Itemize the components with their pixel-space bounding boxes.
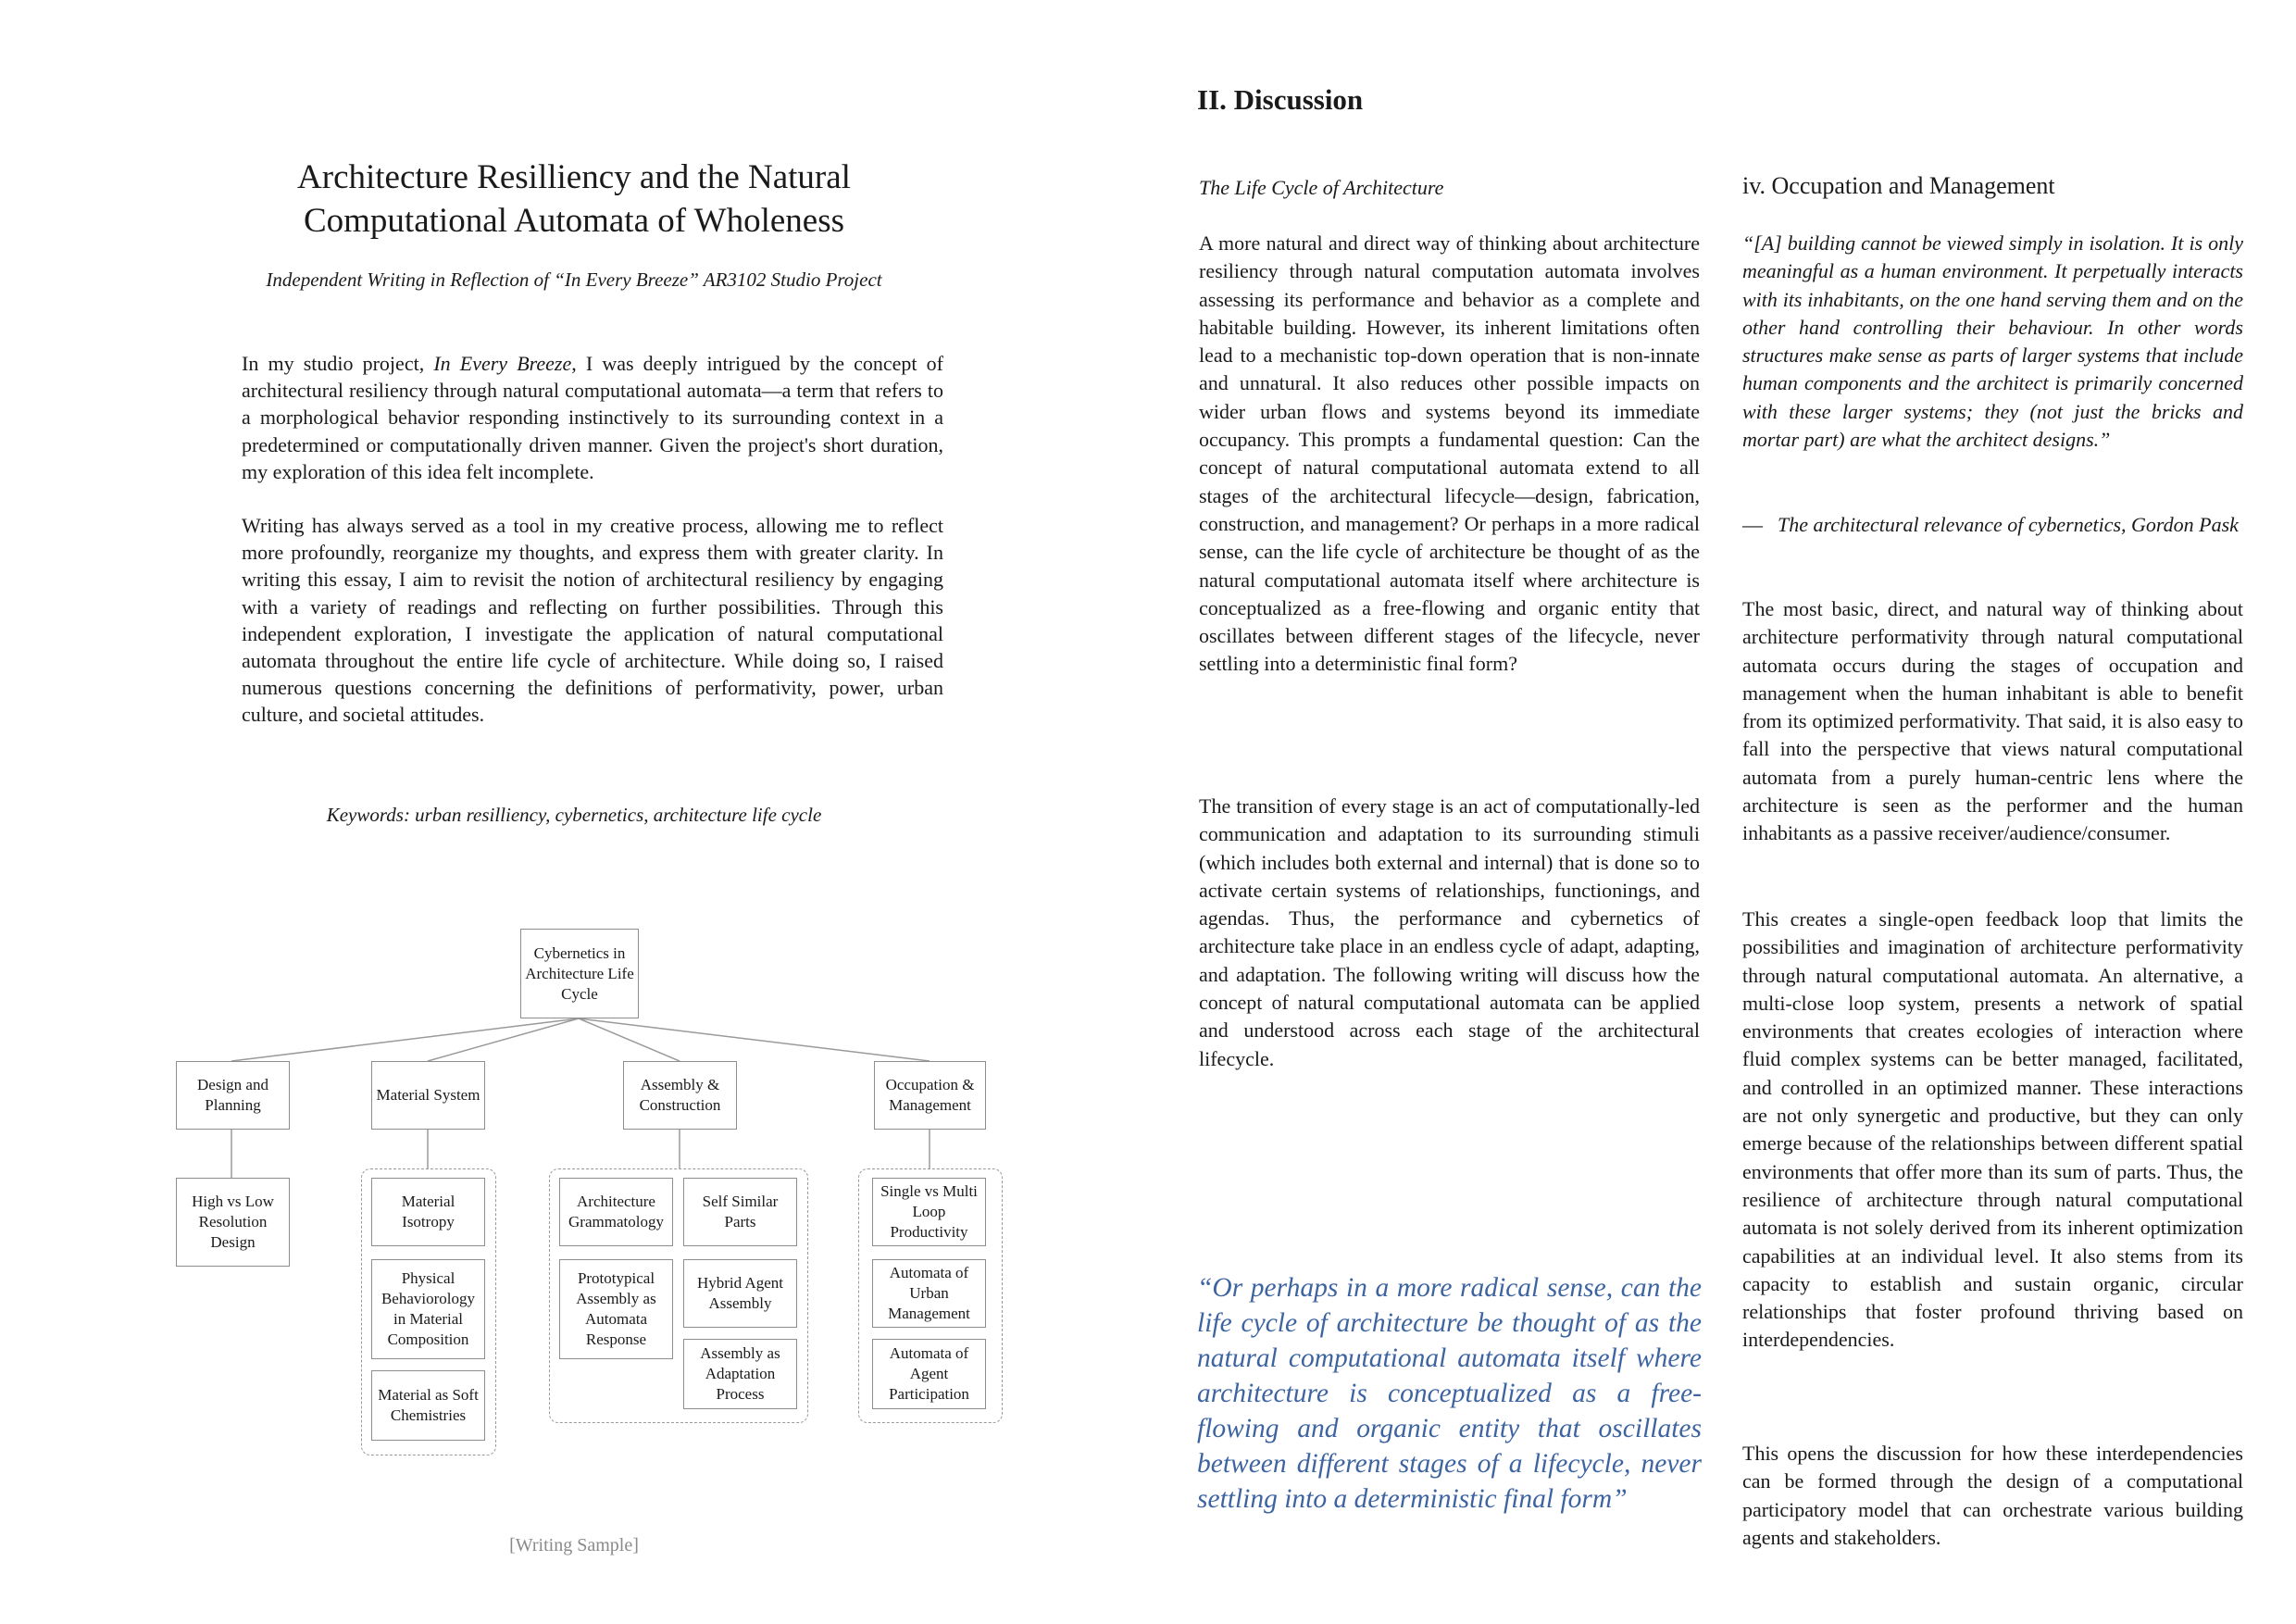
item-agent-participation: Automata of Agent Participation xyxy=(872,1339,986,1409)
item-adaptation-process: Assembly as Adaptation Process xyxy=(683,1339,797,1409)
para1-prefix: In my studio project, xyxy=(242,352,434,375)
stage-design-planning: Design and Planning xyxy=(176,1061,290,1130)
connector-root-stage1 xyxy=(231,1018,579,1061)
item-resolution-design: High vs Low Resolution Design xyxy=(176,1178,290,1267)
item-physical-behaviorology: Physical Behaviorology in Material Composition xyxy=(371,1259,485,1359)
occupation-paragraph-1: The most basic, direct, and natural way of thinking about architecture performativity through natural computational automata occurs during the stages of occupation and management when the human inhabitant is able to benefit from its optimized performativity. That said, it is also easy to fall into the perspective that views natural computational automata from a purely human-centric lens where the architecture is seen as the performer and the human inhabitants as a passive receiver/audience/consumer. xyxy=(1742,597,2243,845)
occupation-paragraph-3: This opens the discussion for how these interdependencies can be formed through the design of a computational participatory model that can orchestrate various building agents and stakeholders. xyxy=(1742,1442,2243,1549)
intro-paragraph-2: Writing has always served as a tool in my creative process, allowing me to reflect more profoundly, reorganize my thoughts, and express them with greater clarity. In writing this essay, I aim to revisit the notion of architectural resiliency by engaging with a variety of readings and reflecting on further possibilities. Through this independent exploration, I investigate the application of natural computational automata throughout the entire life cycle of architecture. While doing so, I raised numerous questions concerning the definitions of performativity, power, urban culture, and societal attitudes. xyxy=(242,514,943,727)
essay-subtitle: Independent Writing in Reflection of “In Every Breeze” AR3102 Studio Project xyxy=(266,269,882,291)
subheading-life-cycle: The Life Cycle of Architecture xyxy=(1199,176,1444,199)
attribution-dash: — xyxy=(1742,513,1763,536)
item-hybrid-agent-assembly: Hybrid Agent Assembly xyxy=(683,1259,797,1328)
writing-sample-label: [Writing Sample] xyxy=(509,1535,639,1555)
section-heading: II. Discussion xyxy=(1197,83,1364,116)
pull-quote: “Or perhaps in a more radical sense, can the life cycle of architecture be thought of as the natural computational automata itself where architecture is conceptualized as a free-flowing and organic entity that oscillates between different stages of a lifecycle, never settling into a deterministic final form” xyxy=(1197,1273,1702,1514)
stage-material-system: Material System xyxy=(371,1061,485,1130)
pask-quote: “[A] building cannot be viewed simply in isolation. It is only meaningful as a human environment. It perpetually interacts with its inhabitants, on the one hand serving them and on the other hand controlling their behaviour. In other words structures make sense as parts of larger systems that include human components and the architect is primarily concerned with these larger systems; they (not just the bricks and mortar part) are what the architect designs.” xyxy=(1742,231,2243,452)
item-material-isotropy: Material Isotropy xyxy=(371,1178,485,1246)
title-line-2: Computational Automata of Wholeness xyxy=(303,202,845,240)
item-prototypical-assembly: Prototypical Assembly as Automata Response xyxy=(559,1259,673,1359)
stage-assembly-construction: Assembly & Construction xyxy=(623,1061,737,1130)
item-loop-productivity: Single vs Multi Loop Productivity xyxy=(872,1178,986,1246)
item-urban-management: Automata of Urban Management xyxy=(872,1259,986,1328)
keywords: Keywords: urban resilliency, cybernetics, architecture life cycle xyxy=(326,804,822,826)
connector-root-stage2 xyxy=(428,1018,579,1061)
discussion-paragraph-2: The transition of every stage is an act of computationally-led communication and adaptation to its surrounding stimuli (which includes both external and internal) that is done so to activate certain systems of relationships, functionings, and agendas. Thus, the performance and cybernetics of architecture take place in an endless cycle of adapt, adapting, and adaptation. The following writing will discuss how the concept of natural computational automata can be applied and understood across each stage of the architectural lifecycle. xyxy=(1199,794,1700,1070)
item-architecture-grammatology: Architecture Grammatology xyxy=(559,1178,673,1246)
connector-root-stage4 xyxy=(579,1018,930,1061)
occupation-paragraph-2: This creates a single-open feedback loop that limits the possibilities and imagination of architecture performativity through natural computational automata. An alternative, a multi-close loop system, presents a network of spatial environments that creates ecologies of interaction where fluid complex systems can be better managed, facilitated, and controlled in an optimized manner. These interactions are not only synergetic and productive, but they can only emerge because of the relationships between different spatial environments that offer more than its sum of parts. Thus, the resilience of architecture through natural computational automata is not solely derived from its inherent optimization capabilities at an individual level. It also stems from its capacity to establish and sustain organic, circular relationships that foster profound thriving based on interdependencies. xyxy=(1742,907,2243,1352)
item-self-similar-parts: Self Similar Parts xyxy=(683,1178,797,1246)
para1-rest: , I was deeply intrigued by the concept of architectural resiliency through natural computational automata—a term that refers to a morphological behavior responding instinctively to its surrounding context in a predetermined or computationally driven manner. Given the project's short duration, my exploration of this idea felt incomplete. xyxy=(242,352,943,483)
quote-attribution xyxy=(1742,511,2243,539)
discussion-paragraph-1: A more natural and direct way of thinking about architecture resiliency through natural computation automata involves assessing its performance and behavior as a complete and habitable building. However, its inherent limitations often lead to a mechanistic top-down operation that is non-innate and unnatural. It also reduces other possible impacts on wider urban flows and systems beyond its immediate occupancy. This prompts a fundamental question: Can the concept of natural computational automata extend to all stages of the architectural lifecycle—design, fabrication, construction, and management? Or perhaps in a more radical sense, can the life cycle of architecture be thought of as the natural computational automata itself where architecture is conceptualized as a free-flowing and organic entity that oscillates between different stages of the lifecycle, never settling into a deterministic final form? xyxy=(1199,231,1700,676)
title-line-1: Architecture Resilliency and the Natural xyxy=(297,158,851,196)
subheading-occupation: iv. Occupation and Management xyxy=(1742,172,2055,199)
diagram-root-box: Cybernetics in Architecture Life Cycle xyxy=(520,929,639,1018)
stage-occupation-management: Occupation & Management xyxy=(874,1061,986,1130)
item-soft-chemistries: Material as Soft Chemistries xyxy=(371,1370,485,1441)
attribution-text: The architectural relevance of cybernetics, Gordon Pask xyxy=(1778,513,2239,536)
project-name: In Every Breeze xyxy=(433,352,572,375)
